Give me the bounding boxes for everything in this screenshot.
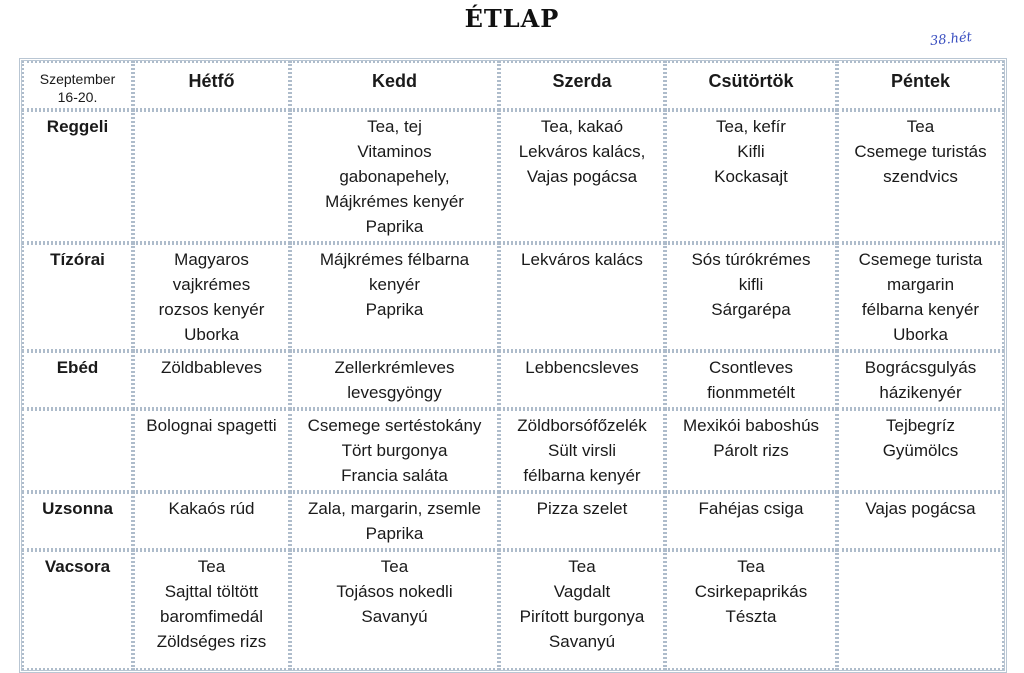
menu-cell <box>665 550 837 670</box>
day-header: Hétfő <box>133 61 290 110</box>
menu-cell <box>133 351 290 409</box>
menu-item: Tea, kefír <box>716 117 786 136</box>
menu-item: Csontleves <box>708 358 794 377</box>
menu-item: Savanyú <box>361 607 428 626</box>
menu-item: Tea <box>906 117 935 136</box>
menu-cell <box>290 409 499 492</box>
menu-item: Csirkepaprikás <box>694 582 808 601</box>
menu-cell <box>499 351 665 409</box>
menu-item: Zöldséges rizs <box>156 632 267 651</box>
menu-item: Májkrémes kenyér <box>325 192 464 211</box>
menu-item: Savanyú <box>548 632 616 651</box>
menu-item: Sós túrókrémes <box>691 250 811 269</box>
meal-label: Reggeli <box>22 110 133 243</box>
menu-cell <box>499 110 665 243</box>
menu-item: Vajas pogácsa <box>526 167 638 186</box>
menu-item: Lekváros kalács <box>521 250 643 269</box>
menu-item: Zellerkrémleves <box>334 358 455 377</box>
day-header: Kedd <box>290 61 499 110</box>
menu-item: Sárgarépa <box>711 300 791 319</box>
menu-cell <box>837 351 1004 409</box>
menu-item: Magyaros <box>174 250 249 269</box>
menu-item: Tészta <box>725 607 777 626</box>
menu-cell <box>499 492 665 550</box>
header-row <box>22 61 1004 110</box>
menu-item: Fahéjas csiga <box>698 499 804 518</box>
menu-item: Csemege turistás <box>854 142 987 161</box>
menu-item: Tea, kakaó <box>540 117 624 136</box>
menu-body <box>22 110 1004 670</box>
table-row <box>22 492 1004 550</box>
menu-item: rozsos kenyér <box>158 300 265 319</box>
menu-cell <box>665 110 837 243</box>
menu-item: Paprika <box>365 217 424 236</box>
menu-cell <box>499 243 665 351</box>
page-title: ÉTLAP <box>464 4 560 33</box>
menu-item: Mexikói baboshús <box>682 416 820 435</box>
menu-item: vajkrémes <box>172 275 251 294</box>
menu-item: Sült virsli <box>547 441 616 460</box>
menu-item: Bolognai spagetti <box>146 416 277 435</box>
meal-label <box>22 409 133 492</box>
meal-label: Vacsora <box>22 550 133 670</box>
day-header: Csütörtök <box>665 61 837 110</box>
table-row <box>22 351 1004 409</box>
menu-cell <box>290 492 499 550</box>
menu-item: Csemege turista <box>858 250 983 269</box>
menu-item: kenyér <box>368 275 421 294</box>
menu-cell <box>290 550 499 670</box>
date-days: 16-20. <box>57 89 98 105</box>
table-row <box>22 110 1004 243</box>
menu-item: Májkrémes félbarna <box>319 250 470 269</box>
menu-item: Uborka <box>184 325 239 344</box>
menu-cell <box>665 351 837 409</box>
menu-item: Sajttal töltött <box>164 582 259 601</box>
menu-cell <box>837 110 1004 243</box>
menu-cell <box>133 110 290 243</box>
menu-cell <box>837 550 1004 670</box>
menu-item: gabonapehely, <box>339 167 450 186</box>
table-row <box>22 550 1004 670</box>
menu-item: félbarna kenyér <box>861 300 980 319</box>
menu-cell <box>290 243 499 351</box>
menu-table <box>19 58 1007 673</box>
menu-item: Francia saláta <box>341 466 448 485</box>
menu-cell <box>665 409 837 492</box>
menu-item: baromfimedál <box>160 607 263 626</box>
menu-item: Zöldbableves <box>160 358 263 377</box>
menu-item: Bográcsgulyás <box>864 358 977 377</box>
menu-cell <box>665 492 837 550</box>
menu-item: Kakaós rúd <box>168 499 255 518</box>
menu-item: Tea <box>568 557 596 576</box>
menu-cell <box>837 243 1004 351</box>
menu-item: Zala, margarin, zsemle <box>308 499 481 518</box>
menu-item: félbarna kenyér <box>523 466 641 485</box>
menu-item: Paprika <box>365 300 424 319</box>
menu-cell <box>133 243 290 351</box>
menu-item: levesgyöngy <box>347 383 442 402</box>
table-row <box>22 409 1004 492</box>
menu-item: Paprika <box>365 524 424 543</box>
menu-item: Lekváros kalács, <box>518 142 646 161</box>
menu-item: Tojásos nokedli <box>336 582 453 601</box>
date-range-cell <box>22 61 133 110</box>
meal-label: Ebéd <box>22 351 133 409</box>
menu-item: Pizza szelet <box>536 499 628 518</box>
menu-cell <box>837 492 1004 550</box>
menu-item: Tea <box>380 557 409 576</box>
meal-label: Tízórai <box>22 243 133 351</box>
handwritten-week-note: 38.hét <box>929 29 973 50</box>
menu-item: Párolt rizs <box>713 441 789 460</box>
day-header: Szerda <box>499 61 665 110</box>
menu-cell <box>837 409 1004 492</box>
menu-cell <box>665 243 837 351</box>
menu-cell <box>290 351 499 409</box>
menu-cell <box>133 409 290 492</box>
menu-item: házikenyér <box>879 383 962 402</box>
menu-item: Lebbencsleves <box>525 358 639 377</box>
menu-item: Zöldborsófőzelék <box>517 416 647 435</box>
menu-item: szendvics <box>883 167 958 186</box>
table-row <box>22 243 1004 351</box>
menu-item: Pirított burgonya <box>519 607 645 626</box>
menu-item: Kockasajt <box>714 167 788 186</box>
day-header: Péntek <box>837 61 1004 110</box>
menu-item: Tört burgonya <box>341 441 448 460</box>
menu-item: Csemege sertéstokány <box>307 416 482 435</box>
menu-item: Gyümölcs <box>882 441 959 460</box>
menu-item: Tea <box>197 557 226 576</box>
menu-item: Tea <box>737 557 765 576</box>
meal-label: Uzsonna <box>22 492 133 550</box>
menu-cell <box>133 492 290 550</box>
date-month: Szeptember <box>39 71 116 87</box>
menu-item: Kifli <box>737 142 765 161</box>
menu-cell <box>499 550 665 670</box>
menu-item: fionmmetélt <box>707 383 795 402</box>
menu-item: Vagdalt <box>553 582 611 601</box>
menu-item: Uborka <box>893 325 948 344</box>
menu-item: Tejbegríz <box>886 416 955 435</box>
menu-item: Tea, tej <box>367 117 422 136</box>
menu-item: kifli <box>738 275 764 294</box>
menu-cell <box>290 110 499 243</box>
menu-item: Vitaminos <box>357 142 432 161</box>
menu-item: margarin <box>886 275 955 294</box>
menu-item: Vajas pogácsa <box>865 499 976 518</box>
menu-cell <box>499 409 665 492</box>
menu-cell <box>133 550 290 670</box>
